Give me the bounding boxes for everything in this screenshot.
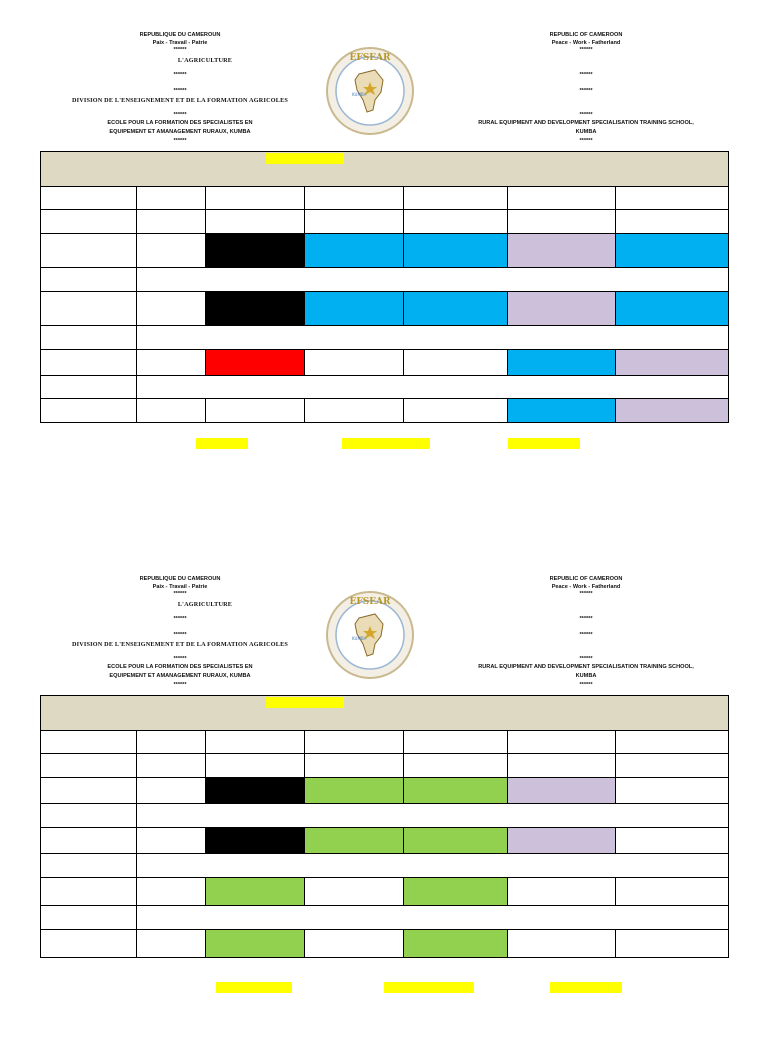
stars: ******: [173, 656, 187, 662]
signature-highlight-3: [508, 438, 580, 449]
class-cell: [137, 210, 206, 234]
school-line2-fr: EQUIPEMENT ET AMANAGEMENT RURAUX, KUMBA: [109, 673, 251, 679]
signature-highlight-1: [216, 982, 292, 993]
subject-cell: [616, 878, 729, 906]
subject-cell: [206, 210, 305, 234]
stars: ******: [579, 72, 593, 78]
title-cell: [41, 152, 729, 187]
subject-cell: [206, 828, 305, 854]
stars: ******: [579, 88, 593, 94]
motto-fr: Paix - Travail - Patrie: [152, 40, 208, 46]
subject-cell: [206, 778, 305, 804]
subject-cell: [404, 234, 508, 268]
subject-cell: [508, 234, 616, 268]
stars: ******: [173, 591, 187, 597]
timetable-page-1: [0, 0, 768, 512]
time-cell: [41, 292, 137, 326]
school-line2-en: KUMBA: [575, 129, 597, 135]
subject-cell: [404, 731, 508, 754]
time-cell: [41, 187, 137, 210]
break-cell: [137, 326, 729, 350]
signature-highlight-2: [384, 982, 474, 993]
signature-highlight-3: [550, 982, 622, 993]
subject-cell: [508, 350, 616, 376]
stars: ******: [579, 591, 593, 597]
subject-cell: [404, 399, 508, 423]
break-row: [41, 906, 729, 930]
subject-cell: [404, 778, 508, 804]
class-cell: [137, 930, 206, 958]
subject-cell: [404, 210, 508, 234]
subject-cell: [305, 778, 404, 804]
subject-cell: [404, 187, 508, 210]
subject-cell: [508, 731, 616, 754]
class-cell: [137, 731, 206, 754]
timetable-1: [40, 151, 729, 423]
time-cell: [41, 234, 137, 268]
subject-cell: [616, 234, 729, 268]
subject-cell: [616, 292, 729, 326]
subject-cell: [404, 292, 508, 326]
title-row: [41, 696, 729, 731]
class-cell: [137, 350, 206, 376]
subject-cell: [305, 187, 404, 210]
subject-cell: [616, 828, 729, 854]
ministry: L'AGRICULTURE: [177, 57, 233, 64]
subject-cell: [616, 210, 729, 234]
division: DIVISION DE L'ENSEIGNEMENT ET DE LA FORMATION AGRICOLES: [71, 97, 289, 104]
class-cell: [137, 399, 206, 423]
class-cell: [137, 828, 206, 854]
timetable-page-2: [0, 544, 768, 1056]
school-seal-logo: [325, 590, 415, 680]
break-cell: [137, 906, 729, 930]
subject-cell: [508, 930, 616, 958]
signature-highlight-1: [196, 438, 248, 449]
subject-cell: [206, 878, 305, 906]
subject-cell: [206, 754, 305, 778]
motto-en: Peace - Work - Fatherland: [551, 584, 621, 590]
break-cell: [137, 854, 729, 878]
break-cell: [137, 268, 729, 292]
time-cell: [41, 399, 137, 423]
break-row: [41, 854, 729, 878]
period-row: [41, 828, 729, 854]
subject-cell: [206, 399, 305, 423]
subject-cell: [305, 828, 404, 854]
stars: ******: [579, 656, 593, 662]
title-row: [41, 152, 729, 187]
subject-cell: [206, 292, 305, 326]
stars: ******: [579, 138, 593, 144]
stars: ******: [173, 632, 187, 638]
seal-center-text: KUMBA: [352, 636, 367, 641]
subject-cell: [404, 878, 508, 906]
school-line1-en: RURAL EQUIPMENT AND DEVELOPMENT SPECIALISATION TRAINING SCHOOL,: [478, 664, 694, 670]
subject-cell: [508, 292, 616, 326]
period-row: [41, 878, 729, 906]
stars: ******: [173, 88, 187, 94]
subject-cell: [206, 930, 305, 958]
subject-cell: [616, 350, 729, 376]
stars: ******: [173, 47, 187, 53]
subject-cell: [206, 731, 305, 754]
period-row: [41, 731, 729, 754]
school-line2-en: KUMBA: [575, 673, 597, 679]
period-row: [41, 234, 729, 268]
subject-cell: [508, 399, 616, 423]
school-line1-en: RURAL EQUIPMENT AND DEVELOPMENT SPECIALISATION TRAINING SCHOOL,: [478, 120, 694, 126]
period-row: [41, 930, 729, 958]
time-cell: [41, 210, 137, 234]
time-cell: [41, 878, 137, 906]
stars: ******: [173, 72, 187, 78]
subject-cell: [404, 930, 508, 958]
subject-cell: [305, 399, 404, 423]
motto-en: Peace - Work - Fatherland: [551, 40, 621, 46]
break-row: [41, 804, 729, 828]
subject-cell: [305, 234, 404, 268]
school-seal-logo: [325, 46, 415, 136]
stars: ******: [579, 616, 593, 622]
school-line2-fr: EQUIPEMENT ET AMANAGEMENT RURAUX, KUMBA: [109, 129, 251, 135]
subject-cell: [616, 731, 729, 754]
country-fr: REPUBLIQUE DU CAMEROUN: [139, 32, 221, 38]
time-cell: [41, 350, 137, 376]
stars: ******: [579, 682, 593, 688]
period-row: [41, 399, 729, 423]
class-cell: [137, 778, 206, 804]
stars: ******: [579, 632, 593, 638]
stars: ******: [173, 682, 187, 688]
break-row: [41, 268, 729, 292]
school-line1-fr: ECOLE POUR LA FORMATION DES SPECIALISTES EN: [107, 664, 253, 670]
class-cell: [137, 292, 206, 326]
subject-cell: [508, 187, 616, 210]
subject-cell: [616, 778, 729, 804]
subject-cell: [508, 778, 616, 804]
subject-cell: [305, 930, 404, 958]
stars: ******: [173, 112, 187, 118]
seal-arc-text: EFSEAR: [349, 597, 391, 607]
subject-cell: [508, 754, 616, 778]
subject-cell: [305, 731, 404, 754]
subject-cell: [305, 754, 404, 778]
period-row: [41, 754, 729, 778]
time-cell: [41, 754, 137, 778]
break-cell: [137, 376, 729, 399]
subject-cell: [305, 292, 404, 326]
time-cell: [41, 854, 137, 878]
class-cell: [137, 878, 206, 906]
time-cell: [41, 804, 137, 828]
division: DIVISION DE L'ENSEIGNEMENT ET DE LA FORMATION AGRICOLES: [71, 641, 289, 648]
subject-cell: [206, 350, 305, 376]
period-row: [41, 292, 729, 326]
subject-cell: [206, 234, 305, 268]
period-row: [41, 210, 729, 234]
period-row: [41, 350, 729, 376]
time-cell: [41, 828, 137, 854]
time-cell: [41, 778, 137, 804]
subject-cell: [404, 828, 508, 854]
title-highlight: [266, 153, 344, 164]
school-line1-fr: ECOLE POUR LA FORMATION DES SPECIALISTES EN: [107, 120, 253, 126]
class-cell: [137, 234, 206, 268]
break-cell: [137, 804, 729, 828]
subject-cell: [616, 187, 729, 210]
subject-cell: [305, 878, 404, 906]
subject-cell: [404, 754, 508, 778]
class-cell: [137, 754, 206, 778]
seal-center-text: KUMBA: [352, 92, 367, 97]
break-row: [41, 326, 729, 350]
time-cell: [41, 326, 137, 350]
period-row: [41, 187, 729, 210]
time-cell: [41, 906, 137, 930]
stars: ******: [173, 616, 187, 622]
signature-highlight-2: [342, 438, 430, 449]
stars: ******: [579, 112, 593, 118]
subject-cell: [508, 210, 616, 234]
title-highlight: [266, 697, 344, 708]
break-row: [41, 376, 729, 399]
subject-cell: [616, 930, 729, 958]
subject-cell: [404, 350, 508, 376]
stars: ******: [579, 47, 593, 53]
time-cell: [41, 376, 137, 399]
time-cell: [41, 731, 137, 754]
subject-cell: [508, 828, 616, 854]
subject-cell: [305, 350, 404, 376]
subject-cell: [305, 210, 404, 234]
motto-fr: Paix - Travail - Patrie: [152, 584, 208, 590]
seal-arc-text: EFSEAR: [349, 53, 391, 63]
country-fr: REPUBLIQUE DU CAMEROUN: [139, 576, 221, 582]
time-cell: [41, 930, 137, 958]
country-en: REPUBLIC OF CAMEROON: [549, 576, 623, 582]
class-cell: [137, 187, 206, 210]
period-row: [41, 778, 729, 804]
subject-cell: [616, 399, 729, 423]
title-cell: [41, 696, 729, 731]
timetable-2: [40, 695, 729, 958]
subject-cell: [508, 878, 616, 906]
stars: ******: [173, 138, 187, 144]
country-en: REPUBLIC OF CAMEROON: [549, 32, 623, 38]
subject-cell: [616, 754, 729, 778]
ministry: L'AGRICULTURE: [177, 601, 233, 608]
time-cell: [41, 268, 137, 292]
subject-cell: [206, 187, 305, 210]
